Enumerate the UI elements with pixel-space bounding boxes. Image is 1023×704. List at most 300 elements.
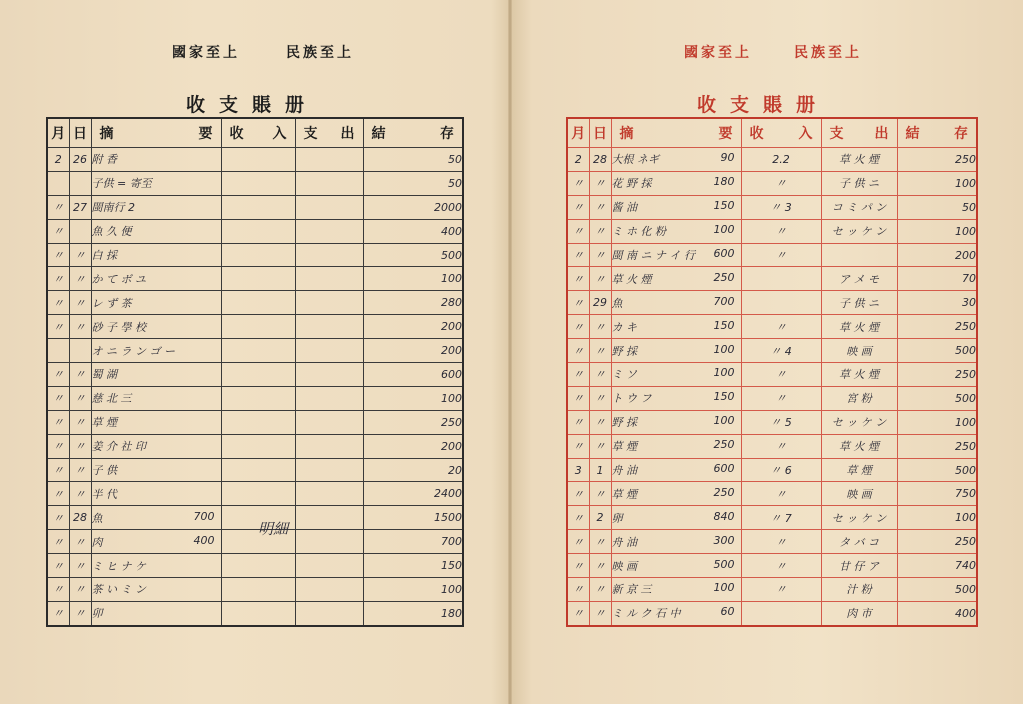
- cell-income: 〃: [741, 315, 821, 339]
- cell-memo: [611, 530, 741, 554]
- ledger-row: [47, 339, 463, 363]
- cell-month: 〃: [567, 243, 589, 267]
- cell-month: 〃: [47, 363, 69, 387]
- ledger-row: [47, 219, 463, 243]
- cell-balance: 750: [897, 482, 977, 506]
- cell-day: 〃: [69, 434, 91, 458]
- ledger-row: [47, 530, 463, 554]
- cell-expense: 肉 市: [821, 601, 897, 625]
- cell-month: 〃: [47, 291, 69, 315]
- right-header-row: [567, 118, 977, 148]
- cell-income: [221, 315, 295, 339]
- ledger-row: [567, 267, 977, 291]
- header-month: 月: [567, 118, 589, 148]
- cell-month: 2: [47, 148, 69, 172]
- memo-text: 草 火 煙: [611, 272, 652, 286]
- cell-income: [741, 601, 821, 625]
- cell-balance: 500: [897, 339, 977, 363]
- cell-month: 〃: [47, 482, 69, 506]
- memo-amount: 150: [713, 318, 735, 332]
- memo-text: 大根 ネギ: [611, 153, 659, 167]
- cell-month: 〃: [47, 554, 69, 578]
- cell-month: 〃: [567, 554, 589, 578]
- cell-day: [69, 219, 91, 243]
- header-memo: [91, 118, 221, 148]
- cell-expense: 甘 仔 ア: [821, 554, 897, 578]
- binding-fold: [508, 0, 512, 704]
- memo-text: 茶 い ミ ン: [91, 583, 146, 597]
- memo-amount: 180: [713, 175, 735, 189]
- cell-month: 〃: [47, 458, 69, 482]
- memo-text: 映 画: [611, 559, 637, 573]
- memo-text: 卯: [91, 607, 103, 621]
- header-income-b: 入: [272, 126, 287, 142]
- cell-balance: 250: [897, 363, 977, 387]
- cell-month: 〃: [47, 267, 69, 291]
- cell-memo: [611, 458, 741, 482]
- cell-memo: [611, 148, 741, 172]
- ledger-row: [47, 434, 463, 458]
- cell-memo: [611, 578, 741, 602]
- cell-day: 〃: [589, 554, 611, 578]
- cell-day: 〃: [589, 601, 611, 625]
- header-income-b: 入: [798, 126, 813, 142]
- cell-memo: [611, 339, 741, 363]
- cell-balance: 100: [897, 219, 977, 243]
- cell-balance: 200: [363, 434, 463, 458]
- cell-memo: [91, 506, 221, 530]
- cell-expense: [295, 386, 363, 410]
- ledger-row: [47, 506, 463, 530]
- cell-expense: タ バ コ: [821, 530, 897, 554]
- ledger-row: [567, 482, 977, 506]
- memo-text: ミ ル ク 石 中: [611, 607, 681, 621]
- cell-day: 〃: [69, 554, 91, 578]
- cell-month: 〃: [567, 578, 589, 602]
- cell-income: [221, 482, 295, 506]
- cell-month: 〃: [47, 434, 69, 458]
- cell-expense: [295, 434, 363, 458]
- memo-text: 花 野 採: [611, 177, 652, 191]
- memo-amount: 250: [713, 438, 735, 452]
- cell-expense: [295, 363, 363, 387]
- memo-text: 慈 北 三: [91, 392, 132, 406]
- cell-balance: 50: [363, 148, 463, 172]
- cell-balance: 280: [363, 291, 463, 315]
- cell-memo: [91, 315, 221, 339]
- header-balance-b: 存: [954, 126, 968, 142]
- cell-month: 〃: [567, 482, 589, 506]
- cell-expense: 汁 粉: [821, 578, 897, 602]
- ledger-row: [47, 148, 463, 172]
- cell-memo: [91, 458, 221, 482]
- cell-month: 〃: [567, 339, 589, 363]
- ledger-row: [567, 195, 977, 219]
- cell-expense: [295, 339, 363, 363]
- header-expense-a: 支: [303, 126, 318, 142]
- cell-memo: [611, 291, 741, 315]
- ledger-row: [47, 601, 463, 625]
- cell-memo: [611, 315, 741, 339]
- ledger-row: [567, 434, 977, 458]
- memo-amount: 840: [713, 509, 735, 523]
- cell-month: 〃: [47, 506, 69, 530]
- cell-memo: [91, 195, 221, 219]
- ledger-row: [47, 291, 463, 315]
- cell-memo: [611, 267, 741, 291]
- header-memo-a: 摘: [99, 126, 114, 142]
- cell-income: [221, 243, 295, 267]
- memo-text: レ ず 茶: [91, 296, 132, 310]
- memo-amount: 600: [713, 462, 735, 476]
- header-day: 日: [69, 118, 91, 148]
- cell-expense: 映 画: [821, 482, 897, 506]
- cell-day: 〃: [69, 578, 91, 602]
- cell-income: 〃: [741, 530, 821, 554]
- cell-expense: ア メ モ: [821, 267, 897, 291]
- memo-text: ミ ホ 化 粉: [611, 225, 666, 239]
- cell-day: 〃: [69, 243, 91, 267]
- cell-balance: 200: [363, 315, 463, 339]
- cell-month: 3: [567, 458, 589, 482]
- memo-amount: 90: [720, 151, 735, 165]
- cell-month: 〃: [567, 171, 589, 195]
- memo-text: 半 代: [91, 487, 117, 501]
- cell-day: 〃: [589, 219, 611, 243]
- cell-month: 〃: [567, 530, 589, 554]
- cell-balance: 250: [897, 148, 977, 172]
- header-expense-b: 出: [340, 126, 355, 142]
- cell-expense: [295, 267, 363, 291]
- cell-income: [221, 291, 295, 315]
- cell-balance: 50: [897, 195, 977, 219]
- memo-text: 魚: [91, 511, 103, 525]
- cell-income: [221, 148, 295, 172]
- cell-expense: セ ッ ケ ン: [821, 506, 897, 530]
- cell-month: 〃: [47, 410, 69, 434]
- cell-day: 〃: [589, 171, 611, 195]
- right-motto-2: 民族至上: [794, 45, 862, 61]
- memo-text: 砂 子 學 校: [91, 320, 146, 334]
- cell-balance: 100: [363, 267, 463, 291]
- cell-day: 〃: [589, 482, 611, 506]
- memo-amount: 100: [713, 223, 735, 237]
- cell-expense: [295, 530, 363, 554]
- cell-income: [221, 578, 295, 602]
- cell-memo: [91, 410, 221, 434]
- header-day: 日: [589, 118, 611, 148]
- memo-amount: 60: [720, 605, 735, 619]
- cell-income: [221, 339, 295, 363]
- cell-expense: 宮 粉: [821, 386, 897, 410]
- cell-day: 〃: [69, 267, 91, 291]
- cell-day: 1: [589, 458, 611, 482]
- cell-month: 〃: [47, 601, 69, 625]
- cell-income: [221, 458, 295, 482]
- cell-balance: 100: [363, 578, 463, 602]
- cell-expense: [295, 578, 363, 602]
- cell-balance: 200: [363, 339, 463, 363]
- memo-text: 新 京 三: [611, 583, 652, 597]
- memo-text: ミ ソ: [611, 368, 637, 382]
- cell-month: 2: [567, 148, 589, 172]
- cell-expense: [295, 171, 363, 195]
- memo-text: 卵: [611, 511, 623, 525]
- ledger-row: [47, 458, 463, 482]
- cell-expense: 子 供 ニ: [821, 171, 897, 195]
- cell-day: 〃: [69, 386, 91, 410]
- cell-day: 〃: [69, 363, 91, 387]
- cell-income: [221, 410, 295, 434]
- cell-income: 〃 7: [741, 506, 821, 530]
- cell-income: [741, 291, 821, 315]
- cell-month: 〃: [567, 291, 589, 315]
- cell-day: 〃: [589, 243, 611, 267]
- cell-balance: 500: [897, 458, 977, 482]
- cell-memo: [611, 363, 741, 387]
- cell-memo: [91, 243, 221, 267]
- memo-text: オ ニ ラ ン ゴ ー: [91, 344, 175, 358]
- header-balance: [897, 118, 977, 148]
- cell-memo: [91, 386, 221, 410]
- ledger-row: [47, 315, 463, 339]
- cell-memo: [611, 243, 741, 267]
- cell-month: 〃: [567, 506, 589, 530]
- memo-text: 舟 油: [611, 464, 637, 478]
- cell-expense: 草 火 煙: [821, 315, 897, 339]
- ledger-row: [47, 195, 463, 219]
- cell-memo: [611, 386, 741, 410]
- cell-income: 〃: [741, 243, 821, 267]
- ledger-row: [567, 148, 977, 172]
- cell-balance: 250: [897, 530, 977, 554]
- ledger-row: [47, 386, 463, 410]
- cell-day: 〃: [589, 410, 611, 434]
- cell-day: 〃: [589, 363, 611, 387]
- cell-day: 〃: [589, 386, 611, 410]
- cell-day: 〃: [69, 458, 91, 482]
- cell-month: 〃: [47, 530, 69, 554]
- memo-text: か て ボ ユ: [91, 272, 146, 286]
- cell-day: 27: [69, 195, 91, 219]
- memo-amount: 250: [713, 485, 735, 499]
- header-expense: [821, 118, 897, 148]
- cell-expense: [295, 482, 363, 506]
- memo-amount: 100: [713, 342, 735, 356]
- cell-memo: [91, 530, 221, 554]
- ledger-row: [567, 315, 977, 339]
- cell-balance: 250: [363, 410, 463, 434]
- ledger-row: [567, 410, 977, 434]
- left-ledger-table: [46, 117, 464, 627]
- cell-income: 2.2: [741, 148, 821, 172]
- cell-day: 〃: [69, 601, 91, 625]
- cell-expense: 子 供 ニ: [821, 291, 897, 315]
- memo-amount: 100: [713, 366, 735, 380]
- ledger-row: [47, 171, 463, 195]
- header-balance-a: 結: [371, 126, 386, 142]
- cell-income: 〃: [741, 578, 821, 602]
- cell-expense: [295, 410, 363, 434]
- cell-income: 〃: [741, 171, 821, 195]
- cell-memo: [91, 363, 221, 387]
- cell-income: [221, 386, 295, 410]
- cell-month: 〃: [567, 434, 589, 458]
- cell-month: 〃: [567, 315, 589, 339]
- cell-expense: セ ッ ケ ン: [821, 410, 897, 434]
- cell-memo: [611, 601, 741, 625]
- ledger-row: [47, 578, 463, 602]
- memo-text: 肉: [91, 535, 103, 549]
- cell-income: [221, 554, 295, 578]
- header-income: [221, 118, 295, 148]
- memo-amount: 700: [193, 509, 215, 523]
- memo-amount: 400: [193, 533, 215, 547]
- cell-income: [221, 219, 295, 243]
- cell-balance: 500: [897, 386, 977, 410]
- cell-expense: [295, 219, 363, 243]
- cell-balance: 100: [897, 410, 977, 434]
- cell-memo: [91, 339, 221, 363]
- cell-day: 〃: [589, 195, 611, 219]
- ledger-row: [567, 578, 977, 602]
- cell-balance: 50: [363, 171, 463, 195]
- ledger-row: [567, 530, 977, 554]
- cell-memo: [91, 434, 221, 458]
- header-memo-a: 摘: [619, 126, 634, 142]
- cell-day: 29: [589, 291, 611, 315]
- cell-day: 〃: [69, 410, 91, 434]
- cell-memo: [91, 219, 221, 243]
- cell-expense: [295, 601, 363, 625]
- cell-expense: [295, 195, 363, 219]
- ledger-row: [567, 171, 977, 195]
- cell-month: 〃: [567, 267, 589, 291]
- left-margin-note: 明細: [258, 520, 289, 538]
- cell-income: 〃 4: [741, 339, 821, 363]
- cell-income: 〃 5: [741, 410, 821, 434]
- memo-text: 野 採: [611, 416, 637, 430]
- cell-expense: [295, 243, 363, 267]
- cell-day: 〃: [589, 339, 611, 363]
- cell-memo: [611, 219, 741, 243]
- cell-income: [221, 434, 295, 458]
- header-balance-b: 存: [440, 126, 454, 142]
- cell-expense: 草 火 煙: [821, 148, 897, 172]
- cell-balance: 600: [363, 363, 463, 387]
- cell-balance: 740: [897, 554, 977, 578]
- memo-text: カ キ: [611, 320, 637, 334]
- cell-memo: [611, 195, 741, 219]
- cell-memo: [611, 554, 741, 578]
- cell-month: 〃: [567, 601, 589, 625]
- header-memo-b: 要: [718, 126, 733, 142]
- memo-amount: 500: [713, 557, 735, 571]
- cell-day: 〃: [589, 434, 611, 458]
- cell-expense: コ ミ パ ン: [821, 195, 897, 219]
- memo-text: 姜 介 社 印: [91, 440, 146, 454]
- ledger-row: [47, 243, 463, 267]
- cell-income: [221, 363, 295, 387]
- ledger-row: [47, 554, 463, 578]
- cell-income: [221, 267, 295, 291]
- cell-income: [741, 267, 821, 291]
- ledger-row: [567, 458, 977, 482]
- cell-balance: 100: [897, 506, 977, 530]
- ledger-row: [567, 363, 977, 387]
- header-income-a: 收: [749, 126, 764, 142]
- memo-text: 草 煙: [91, 416, 117, 430]
- memo-amount: 100: [713, 581, 735, 595]
- memo-text: 附 香: [91, 153, 117, 167]
- cell-balance: 250: [897, 315, 977, 339]
- memo-text: 閩 南 ニ ナ イ 行: [611, 249, 695, 262]
- header-income-a: 收: [229, 126, 244, 142]
- cell-balance: 30: [897, 291, 977, 315]
- cell-income: [221, 171, 295, 195]
- cell-balance: 1500: [363, 506, 463, 530]
- memo-text: 蜀 湖: [91, 368, 117, 382]
- cell-memo: [91, 578, 221, 602]
- left-header-row: [47, 118, 463, 148]
- memo-amount: 300: [713, 533, 735, 547]
- memo-text: ト ウ フ: [611, 392, 652, 406]
- right-ledger-body: [567, 148, 977, 626]
- cell-day: 〃: [69, 530, 91, 554]
- cell-income: 〃: [741, 554, 821, 578]
- right-motto-1: 國家至上: [684, 45, 752, 61]
- ledger-row: [47, 363, 463, 387]
- memo-amount: 150: [713, 390, 735, 404]
- cell-income: 〃 3: [741, 195, 821, 219]
- cell-balance: 2000: [363, 195, 463, 219]
- cell-memo: [91, 482, 221, 506]
- ledger-row: [567, 386, 977, 410]
- ledger-row: [47, 267, 463, 291]
- memo-text: 魚 久 便: [91, 225, 132, 239]
- cell-balance: 100: [363, 386, 463, 410]
- cell-month: [47, 339, 69, 363]
- memo-amount: 700: [713, 294, 735, 308]
- memo-text: 魚: [611, 296, 623, 310]
- cell-day: 28: [69, 506, 91, 530]
- memo-text: 子 供: [91, 464, 117, 478]
- header-balance-a: 結: [905, 126, 920, 142]
- cell-day: 〃: [589, 530, 611, 554]
- memo-text: 子供 = 寄至: [91, 177, 152, 191]
- cell-month: 〃: [47, 386, 69, 410]
- cell-memo: [91, 148, 221, 172]
- cell-income: 〃 6: [741, 458, 821, 482]
- cell-balance: 2400: [363, 482, 463, 506]
- memo-text: 白 採: [91, 249, 117, 262]
- ledger-row: [567, 601, 977, 625]
- cell-expense: 草 煙: [821, 458, 897, 482]
- cell-memo: [611, 506, 741, 530]
- cell-month: 〃: [567, 363, 589, 387]
- cell-day: [69, 171, 91, 195]
- cell-memo: [611, 434, 741, 458]
- cell-day: [69, 339, 91, 363]
- cell-memo: [91, 267, 221, 291]
- cell-month: 〃: [567, 410, 589, 434]
- cell-month: 〃: [47, 195, 69, 219]
- cell-income: 〃: [741, 363, 821, 387]
- header-expense-a: 支: [829, 126, 844, 142]
- cell-balance: 150: [363, 554, 463, 578]
- header-balance: [363, 118, 463, 148]
- cell-balance: 400: [363, 219, 463, 243]
